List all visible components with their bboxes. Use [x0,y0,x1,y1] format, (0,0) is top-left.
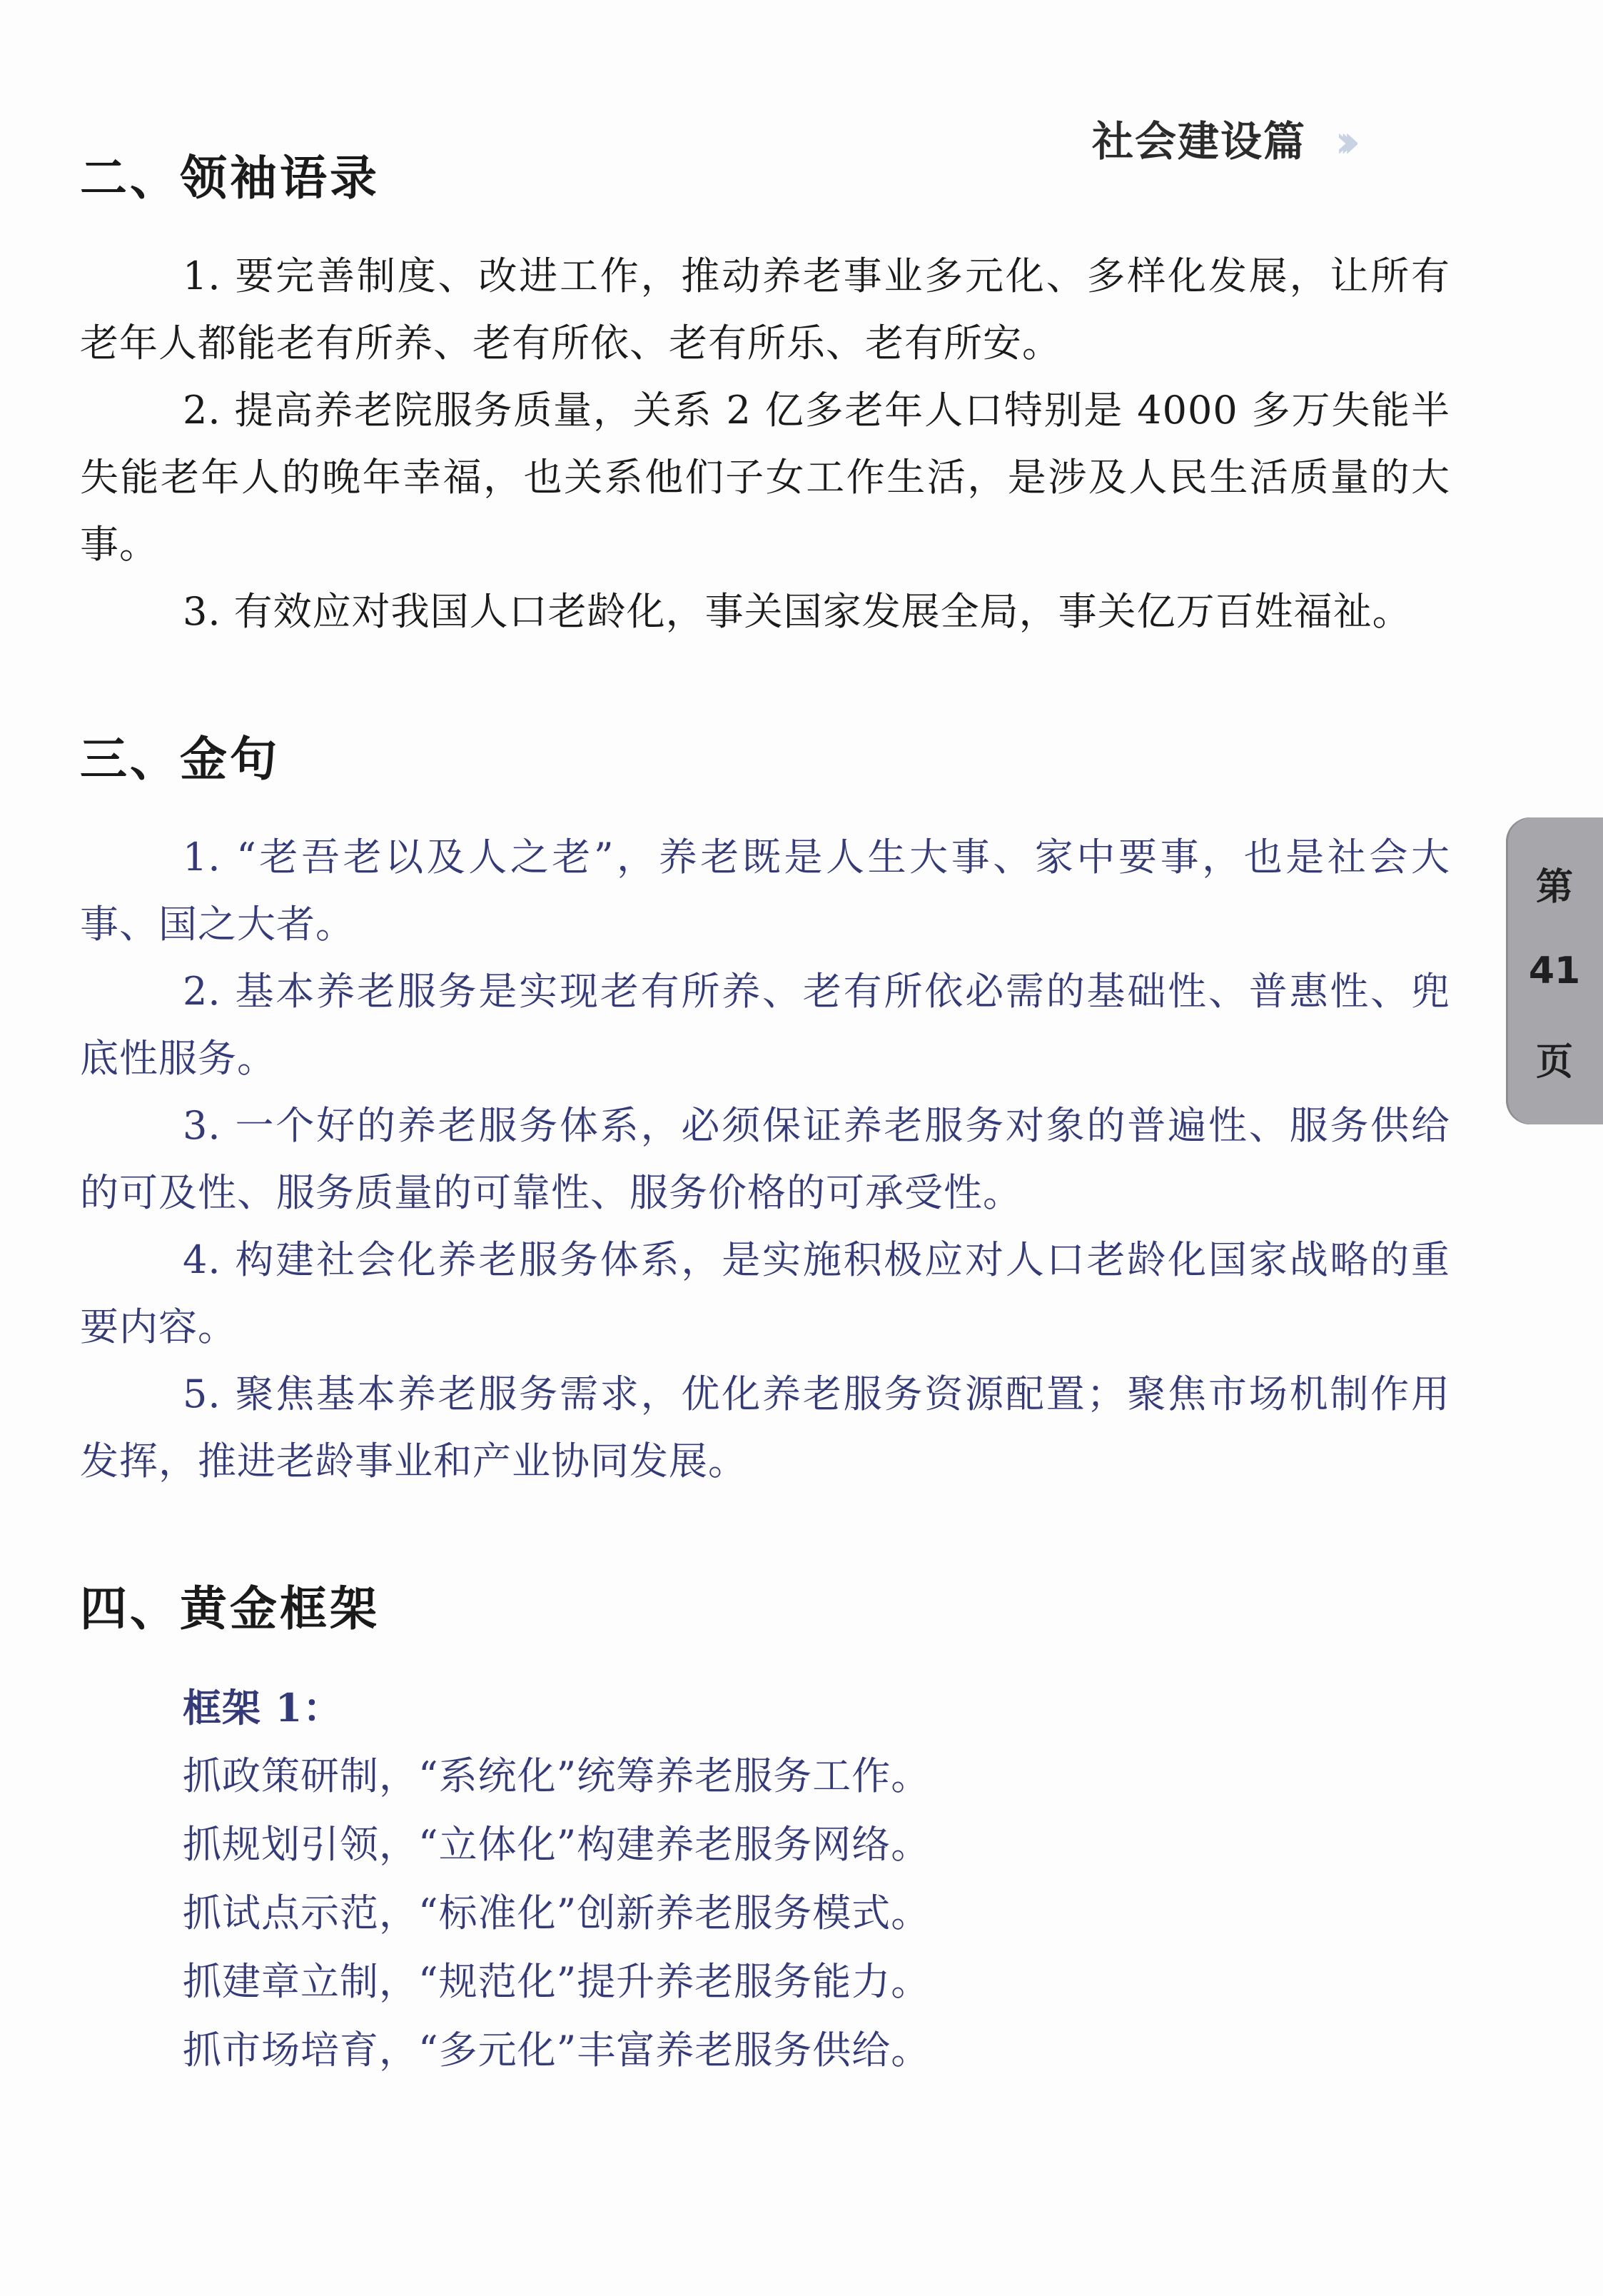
framework-label: 框架 1： [183,1685,343,1731]
framework-block [80,1673,1450,2085]
framework-line: 抓建章立制，“规范化”提升养老服务能力。 [183,1959,931,2004]
running-title: 社会建设篇 [1092,117,1307,166]
framework-line: 抓市场培育，“多元化”丰富养老服务供给。 [183,2028,931,2073]
page-tab-prefix: 第 [1535,866,1573,910]
framework-line: 抓试点示范，“标准化”创新养老服务模式。 [183,1890,931,1935]
golden-sentence-paragraph: 2. 基本养老服务是实现老有所养、老有所依必需的基础性、普惠性、兜底性服务。 [80,969,1450,1081]
golden-sentence-paragraph: 5. 聚焦基本养老服务需求，优化养老服务资源配置；聚焦市场机制作用发挥，推进老龄事业和产业协同发展。 [80,1371,1450,1484]
golden-sentence-paragraph: 3. 一个好的养老服务体系，必须保证养老服务对象的普遍性、服务供给的可及性、服务质量的可靠性、服务价格的可承受性。 [80,1103,1450,1215]
golden-sentence-paragraph: 4. 构建社会化养老服务体系，是实施积极应对人口老龄化国家战略的重要内容。 [80,1237,1450,1349]
golden-sentence-paragraph: 1. “老吾老以及人之老”，养老既是人生大事、家中要事，也是社会大事、国之大者。 [80,835,1450,947]
page-tab-suffix: 页 [1535,1040,1573,1084]
framework-line: 抓规划引领，“立体化”构建养老服务网络。 [183,1822,931,1867]
quote-paragraph: 1. 要完善制度、改进工作，推动养老事业多元化、多样化发展，让所有老年人都能老有所养、老有所依、老有所乐、老有所安。 [80,253,1450,366]
section-heading-quotes: 二、领袖语录 [80,151,380,206]
section-heading-framework: 四、黄金框架 [80,1581,380,1636]
quote-paragraph: 2. 提高养老院服务质量，关系 2 亿多老年人口特别是 4000 多万失能半失能老年人的晚年幸福，也关系他们子女工作生活，是涉及人民生活质量的大事。 [80,388,1450,567]
page-number: 41 [1528,949,1581,992]
section-heading-golden-sentences: 三、金句 [80,732,280,787]
page-content [80,143,1450,2085]
quote-paragraph: 3. 有效应对我国人口老龄化，事关国家发展全局，事关亿万百姓福祉。 [183,589,1412,634]
framework-line: 抓政策研制，“系统化”统筹养老服务工作。 [183,1753,931,1798]
chevrons-icon: ››› [1335,116,1347,168]
page-number-tab [1506,817,1603,1124]
